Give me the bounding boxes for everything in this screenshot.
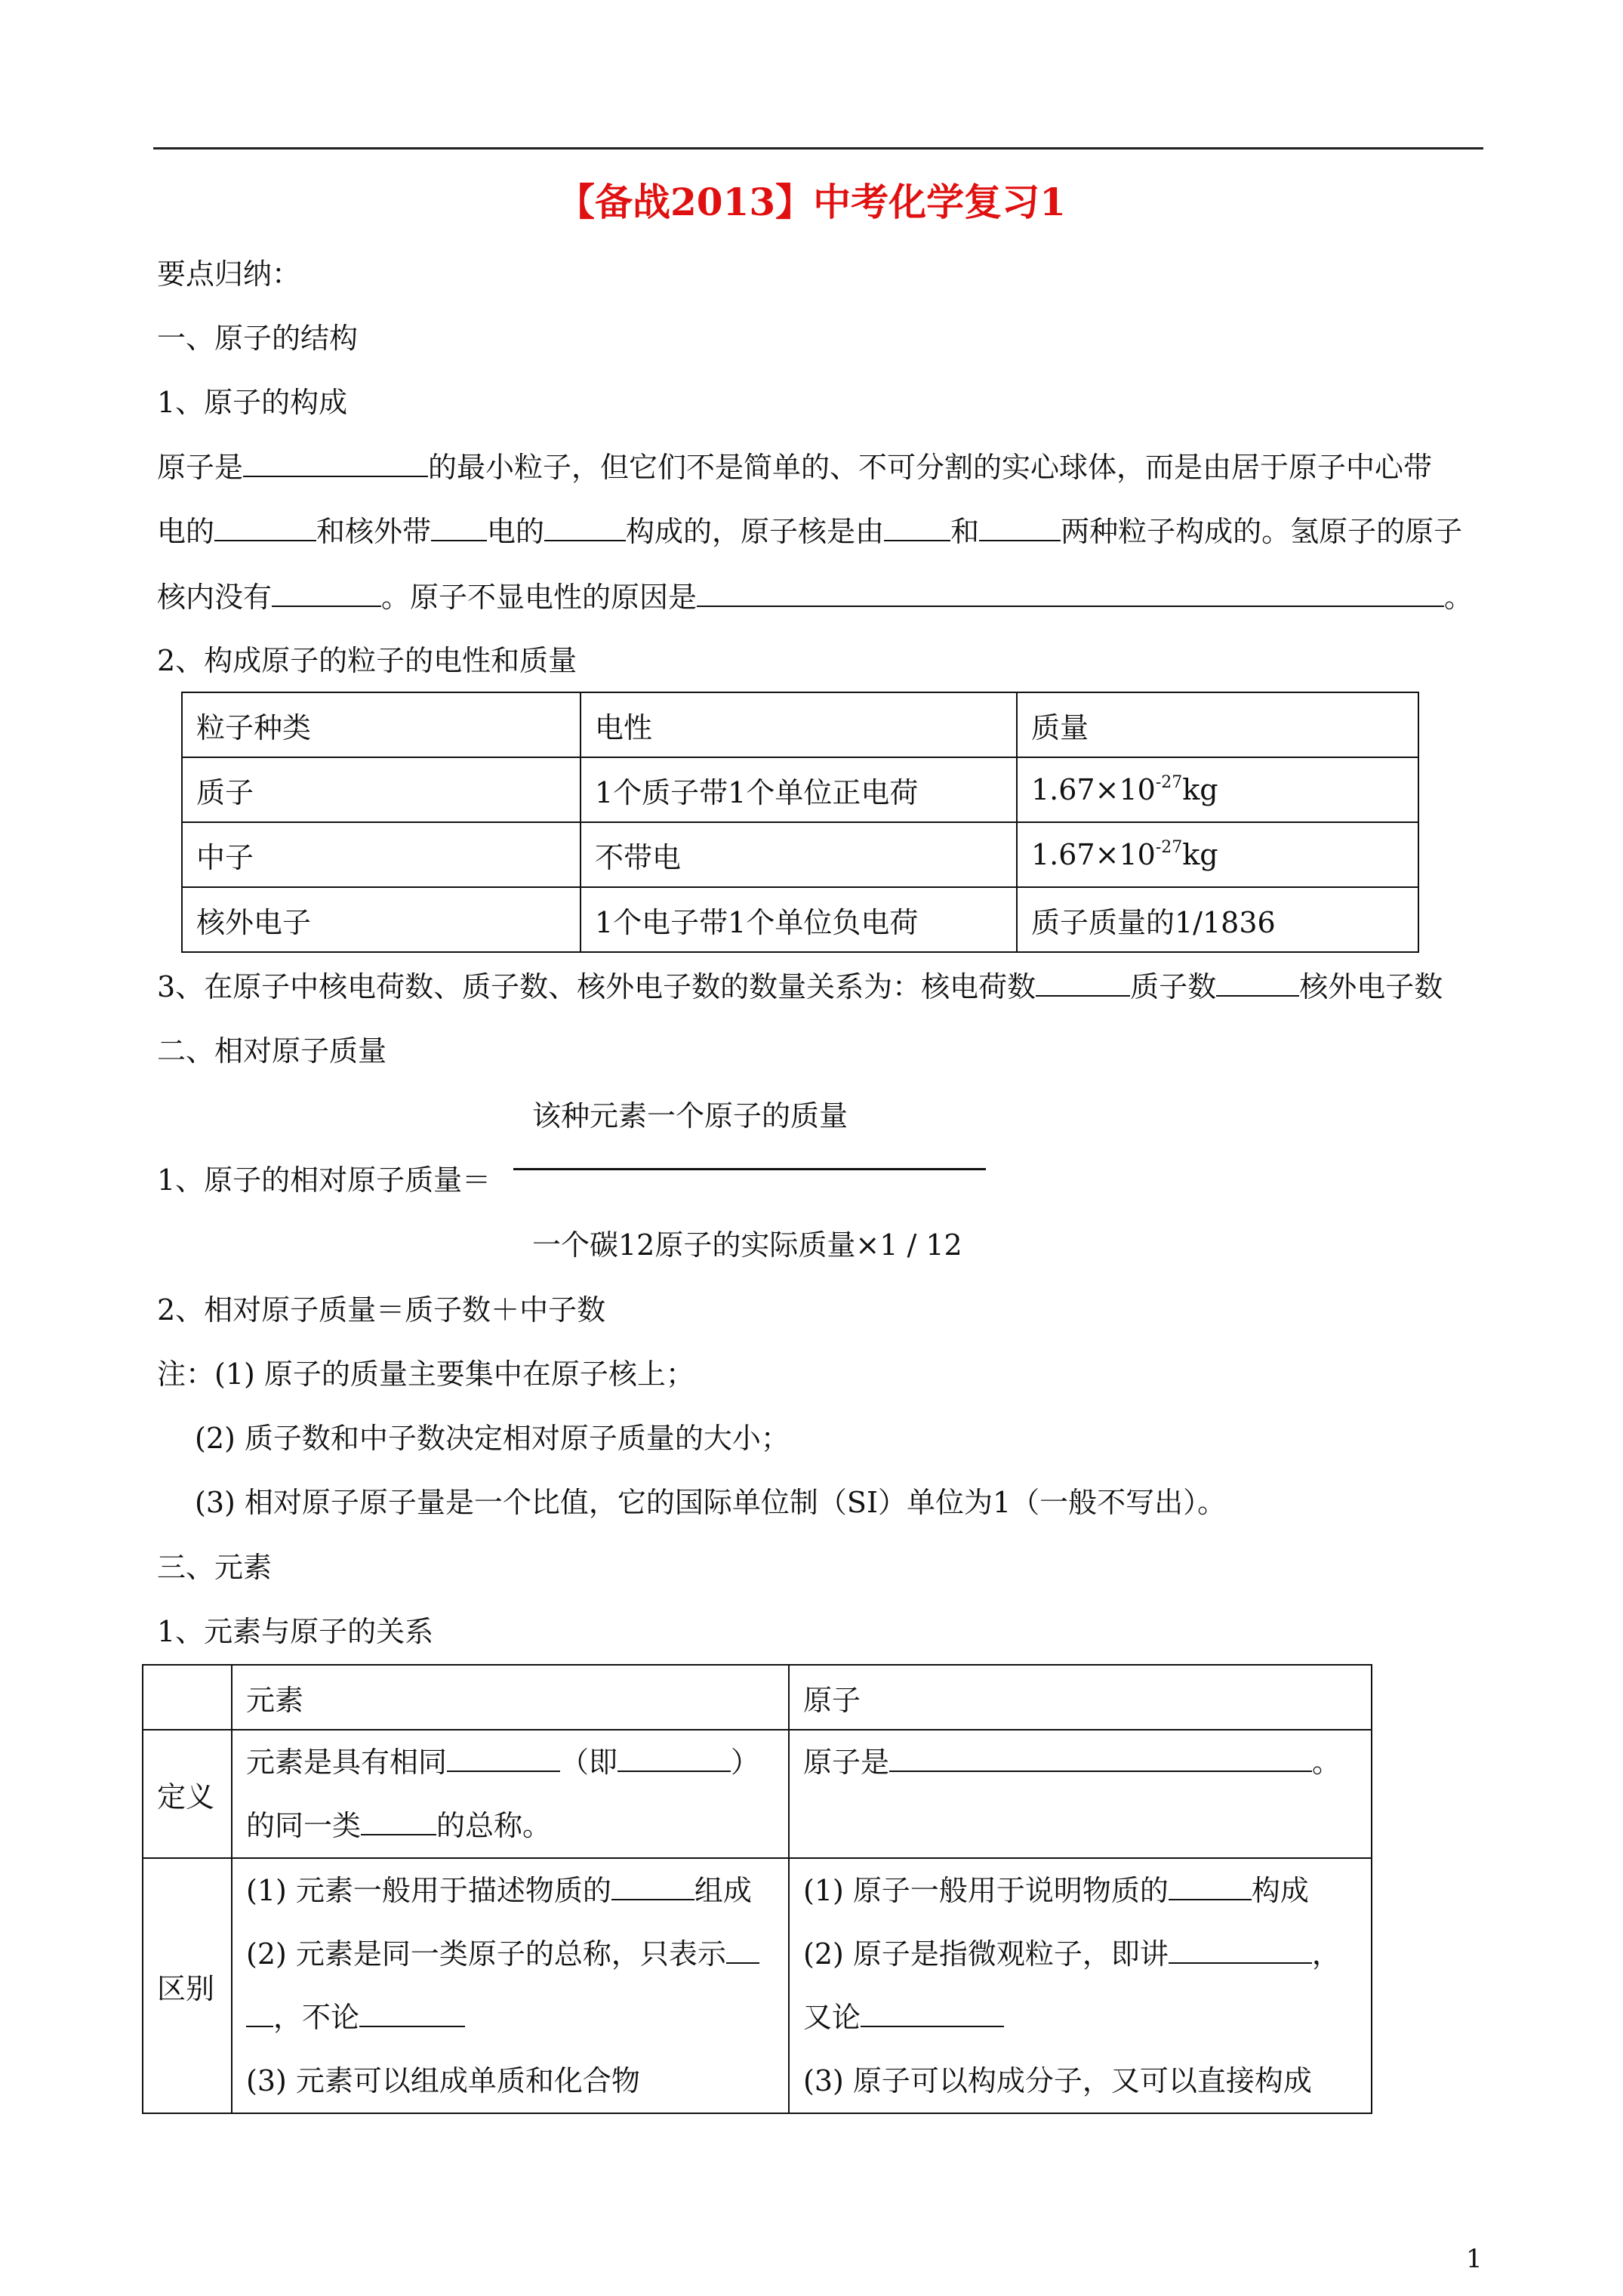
- blank[interactable]: [359, 1999, 465, 2027]
- blank[interactable]: [431, 513, 487, 541]
- page-title: 【备战2013】中考化学复习1: [557, 180, 1066, 224]
- particle-charge: 不带电: [581, 822, 1017, 887]
- section-3-sub-1: 1、元素与原子的关系: [157, 1615, 434, 1648]
- blank[interactable]: [1169, 1872, 1252, 1900]
- blank[interactable]: [697, 578, 1444, 607]
- header-cell: 元素: [232, 1665, 789, 1730]
- fraction-bar: [513, 1168, 986, 1170]
- section-2-sub-2: 2、相对原子质量＝质子数＋中子数: [157, 1293, 606, 1327]
- note-2: (2) 质子数和中子数决定相对原子质量的大小；: [195, 1422, 790, 1455]
- blank[interactable]: [1036, 968, 1130, 997]
- header-cell: 原子: [789, 1665, 1372, 1730]
- blank[interactable]: [243, 448, 428, 477]
- particle-table: [181, 692, 1419, 953]
- element-atom-table: [142, 1664, 1372, 2114]
- note-1: 注：(1) 原子的质量主要集中在原子核上；: [157, 1358, 694, 1391]
- table-row: [182, 757, 1418, 822]
- table-row: [143, 1730, 1372, 1858]
- note-3: (3) 相对原子原子量是一个比值，它的国际单位制（SI）单位为1（一般不写出）。: [195, 1486, 1227, 1519]
- element-definition: 元素是具有相同 （即 ） 的同一类 的总称。: [232, 1730, 789, 1858]
- blank[interactable]: [246, 1999, 273, 2027]
- header-cell: 电性: [581, 692, 1017, 757]
- formula-numerator: 该种元素一个原子的质量: [532, 1099, 848, 1133]
- page-number: 1: [1466, 2244, 1483, 2274]
- row-label: 定义: [143, 1730, 232, 1858]
- table-header-row: [182, 692, 1418, 757]
- paragraph-1: 原子是 的最小粒子，但它们不是简单的、不可分割的实心球体，而是由居于原子中心带: [157, 448, 1432, 486]
- particle-name: 质子: [182, 757, 581, 822]
- atom-differences: (1) 原子一般用于说明物质的 构成 (2) 原子是指微观粒子，即讲 ， 又论 (3) 原子可以构成分子，又可以直接构成: [789, 1858, 1372, 2113]
- particle-charge: 1个质子带1个单位正电荷: [581, 757, 1017, 822]
- blank[interactable]: [884, 513, 950, 541]
- section-3-heading: 三、元素: [157, 1551, 273, 1584]
- table-row: [182, 822, 1418, 887]
- blank[interactable]: [447, 1743, 560, 1772]
- table-row: [182, 887, 1418, 952]
- section-1-sub-2: 2、构成原子的粒子的电性和质量: [157, 644, 577, 677]
- particle-name: 核外电子: [182, 887, 581, 952]
- corner-cell: [143, 1665, 232, 1730]
- row-label: 区别: [143, 1858, 232, 2113]
- paragraph-2: 电的 和核外带 电的 构成的，原子核是由 和 两种粒子构成的。氢原子的原子: [157, 513, 1462, 550]
- particle-mass: 质子质量的1/1836: [1017, 887, 1418, 952]
- header-cell: 质量: [1017, 692, 1418, 757]
- blank[interactable]: [544, 513, 626, 541]
- table-row: [143, 1858, 1372, 2113]
- particle-name: 中子: [182, 822, 581, 887]
- blank[interactable]: [1216, 968, 1299, 997]
- atom-definition: 原子是 。: [789, 1730, 1372, 1858]
- blank[interactable]: [617, 1743, 731, 1772]
- blank[interactable]: [272, 578, 381, 607]
- blank[interactable]: [726, 1935, 759, 1964]
- blank[interactable]: [861, 1999, 1004, 2027]
- blank[interactable]: [979, 513, 1061, 541]
- blank[interactable]: [214, 513, 316, 541]
- particle-mass: $1.67\times 10^{-27}kg$: [1017, 822, 1418, 887]
- section-1-heading: 一、原子的结构: [157, 322, 359, 355]
- formula-denominator: 一个碳12原子的实际质量×1 / 12: [532, 1228, 962, 1262]
- header-cell: 粒子种类: [182, 692, 581, 757]
- paragraph-3: 核内没有 。原子不显电性的原因是 。: [157, 578, 1473, 616]
- formula-label: 1、原子的相对原子质量＝: [157, 1163, 491, 1197]
- particle-mass: $1.67\times 10^{-27}kg$: [1017, 757, 1418, 822]
- element-differences: (1) 元素一般用于描述物质的 组成 (2) 元素是同一类原子的总称，只表示 ，不论 (3) 元素可以组成单质和化合物: [232, 1858, 789, 2113]
- blank[interactable]: [889, 1743, 1312, 1772]
- blank[interactable]: [611, 1872, 694, 1900]
- header-rule: [153, 147, 1483, 149]
- section-1-sub-3: 3、在原子中核电荷数、质子数、核外电子数的数量关系为：核电荷数 质子数 核外电子数: [157, 968, 1443, 1006]
- intro-text: 要点归纳：: [157, 257, 301, 291]
- section-2-heading: 二、相对原子质量: [157, 1034, 387, 1068]
- section-1-sub-1: 1、原子的构成: [157, 386, 348, 419]
- particle-charge: 1个电子带1个单位负电荷: [581, 887, 1017, 952]
- table-header-row: [143, 1665, 1372, 1730]
- blank[interactable]: [1169, 1935, 1312, 1964]
- blank[interactable]: [361, 1807, 436, 1835]
